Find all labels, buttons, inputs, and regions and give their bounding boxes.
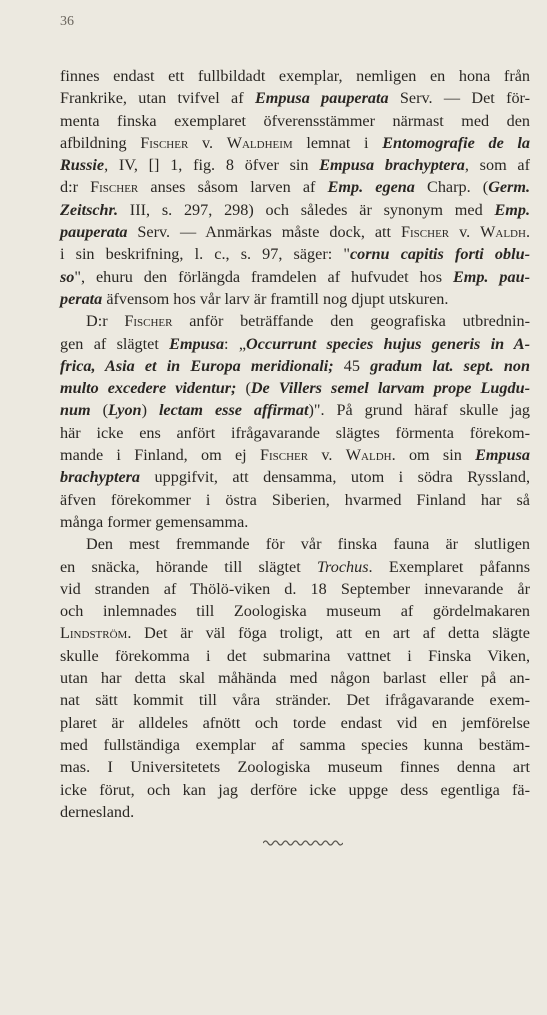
text-line bbox=[60, 399, 530, 421]
text-line bbox=[60, 466, 530, 488]
text-line bbox=[60, 667, 530, 689]
text-segment: Waldheim bbox=[226, 133, 293, 152]
text-segment: i sin beskrifning, l. c., s. 97, säger: " bbox=[60, 245, 350, 264]
text-segment: Entomografie de la bbox=[382, 133, 531, 152]
text-segment: anför beträffande den geografiska utbrednin- bbox=[172, 312, 531, 331]
page-number: 36 bbox=[60, 14, 74, 29]
text-segment: plaret är alldeles afnött och torde endast vid en jemförelse bbox=[60, 713, 530, 732]
text-segment: Lyon bbox=[107, 401, 142, 420]
text-segment: , som af bbox=[464, 156, 530, 175]
text-segment: brachyptera bbox=[60, 468, 141, 487]
text-segment: lemnat i bbox=[292, 133, 383, 152]
text-segment: Waldh. bbox=[345, 446, 396, 465]
text-line bbox=[60, 310, 530, 332]
text-segment: Serv. — Det för- bbox=[388, 89, 531, 108]
text-segment: Germ. bbox=[488, 178, 530, 197]
text-segment: många former gemensamma. bbox=[60, 512, 249, 531]
text-line bbox=[60, 221, 530, 243]
text-segment: num bbox=[60, 401, 91, 420]
text-segment: Fischer bbox=[259, 446, 309, 465]
text-line bbox=[60, 801, 530, 823]
text-line bbox=[60, 533, 530, 555]
text-segment: lectam esse affirmat bbox=[158, 401, 309, 420]
text-segment: Emp. pau- bbox=[452, 267, 530, 286]
text-segment: mande i Finland, om ej bbox=[60, 446, 260, 465]
text-segment: Charp. ( bbox=[414, 178, 489, 197]
text-segment: uppgifvit, att densamma, utom i södra Ryssland, bbox=[140, 468, 530, 487]
text-line bbox=[60, 756, 530, 778]
text-segment: om sin bbox=[395, 446, 476, 465]
text-segment: gen af slägtet bbox=[60, 334, 170, 353]
text-segment: mas. I Universitetets Zoologiska museum finnes denna art bbox=[60, 758, 530, 777]
text-segment: pauperata bbox=[60, 223, 128, 242]
decorative-divider bbox=[263, 839, 343, 847]
text-line bbox=[60, 422, 530, 444]
text-segment: Occurrunt species hujus generis in A- bbox=[246, 334, 530, 353]
text-segment: 45 bbox=[333, 356, 371, 375]
text-segment: Russie bbox=[60, 156, 105, 175]
text-segment: Fischer bbox=[90, 178, 139, 197]
text-line bbox=[60, 377, 530, 399]
text-segment: v. bbox=[188, 133, 227, 152]
text-segment: III, s. 297, 298) och således är synonym med bbox=[118, 200, 495, 219]
text-segment: perata bbox=[60, 289, 103, 308]
text-segment: Trochus bbox=[316, 557, 369, 576]
text-line bbox=[60, 266, 530, 288]
text-line bbox=[60, 689, 530, 711]
text-segment: frica, Asia et in Europa meridionali; bbox=[60, 356, 334, 375]
text-segment: ( bbox=[90, 401, 108, 420]
text-line bbox=[60, 176, 530, 198]
text-segment: Empusa bbox=[169, 334, 225, 353]
text-segment: med fullständiga exemplar af samma species kunna bestäm- bbox=[60, 735, 530, 754]
text-segment: Den mest fremmande för vår finska fauna är slutligen bbox=[86, 535, 530, 554]
text-line bbox=[60, 154, 530, 176]
text-segment: Emp. egena bbox=[327, 178, 415, 197]
text-segment: . Det är väl föga troligt, att en art af detta slägte bbox=[127, 624, 530, 643]
text-segment: . Exemplaret påfanns bbox=[368, 557, 531, 576]
text-segment: , IV, [] 1, fig. 8 öfver sin bbox=[104, 156, 320, 175]
text-line bbox=[60, 132, 530, 154]
text-segment: so bbox=[60, 267, 75, 286]
text-line bbox=[60, 556, 530, 578]
text-segment: afbildning bbox=[60, 133, 141, 152]
text-segment: Emp. bbox=[494, 200, 530, 219]
text-segment: skulle förekomma i det submarina vattnet i Finska Viken, bbox=[60, 646, 530, 665]
text-segment: äfvensom hos vår larv är framtill nog djupt utskuren. bbox=[102, 289, 449, 308]
text-line bbox=[60, 87, 530, 109]
text-segment: Empusa bbox=[475, 446, 530, 465]
text-segment: finnes endast ett fullbildadt exemplar, nemligen en hona från bbox=[60, 67, 530, 85]
text-segment: Fischer bbox=[124, 312, 173, 331]
text-segment: Waldh. bbox=[480, 223, 530, 242]
text-segment: Empusa pauperata bbox=[254, 89, 389, 108]
text-segment: här icke ens anfört ifrågavarande slägtes förmenta förekom- bbox=[60, 423, 530, 442]
text-line bbox=[60, 199, 530, 221]
text-segment: ", ehuru den förlängda framdelen af hufvudet hos bbox=[74, 267, 453, 286]
text-segment: Zeitschr. bbox=[60, 200, 119, 219]
text-line bbox=[60, 489, 530, 511]
body-text bbox=[60, 65, 530, 823]
text-line bbox=[60, 712, 530, 734]
text-line bbox=[60, 110, 530, 132]
text-segment: ) bbox=[141, 401, 159, 420]
text-segment: Lindström bbox=[60, 624, 128, 643]
text-segment: anses såsom larven af bbox=[138, 178, 328, 197]
text-segment: v. bbox=[449, 223, 481, 242]
text-segment: multo excedere videntur; bbox=[60, 379, 237, 398]
text-segment: cornu capitis forti oblu- bbox=[349, 245, 530, 264]
text-segment: : „ bbox=[224, 334, 247, 353]
text-segment: och inlemnades till Zoologiska museum af gördelmakaren bbox=[60, 602, 530, 621]
text-line bbox=[60, 734, 530, 756]
text-line bbox=[60, 645, 530, 667]
text-segment: nat sätt kommit till våra stränder. Det ifrågavarande exem- bbox=[60, 691, 530, 710]
text-line bbox=[60, 511, 530, 533]
text-segment: vid stranden af Thölö-viken d. 18 September innevarande år bbox=[60, 579, 530, 598]
text-segment: ( bbox=[236, 379, 251, 398]
text-line bbox=[60, 333, 530, 355]
text-segment: D:r bbox=[86, 312, 125, 331]
text-segment: menta finska exemplaret öfverensstämmer närmast med den bbox=[60, 111, 530, 130]
text-line bbox=[60, 779, 530, 801]
text-line bbox=[60, 288, 530, 310]
text-line bbox=[60, 622, 530, 644]
text-segment: v. bbox=[308, 446, 346, 465]
text-segment: Fischer bbox=[401, 223, 450, 242]
text-segment: utan har detta skal måhända med någon barlast eller på an- bbox=[60, 669, 530, 688]
text-segment: Empusa brachyptera bbox=[319, 156, 465, 175]
text-line bbox=[60, 600, 530, 622]
text-line bbox=[60, 444, 530, 466]
text-segment: Serv. — Anmärkas måste dock, att bbox=[127, 223, 401, 242]
text-line bbox=[60, 578, 530, 600]
text-segment: icke förut, och kan jag derföre icke uppge dess egentliga fä- bbox=[60, 780, 530, 799]
text-segment: Fischer bbox=[140, 133, 189, 152]
text-line bbox=[60, 355, 530, 377]
text-line bbox=[60, 243, 530, 265]
text-line bbox=[60, 65, 530, 87]
text-segment: en snäcka, hörande till slägtet bbox=[60, 557, 317, 576]
text-segment: De Villers semel larvam prope Lugdu- bbox=[250, 379, 531, 398]
text-segment: Frankrike, utan tvifvel af bbox=[60, 89, 255, 108]
text-segment: d:r bbox=[60, 178, 91, 197]
text-segment: dernesland. bbox=[60, 802, 135, 821]
text-segment: äfven förekommer i östra Siberien, hvarmed Finland har så bbox=[60, 490, 530, 509]
text-segment: gradum lat. sept. non bbox=[370, 356, 531, 375]
text-segment: )". På grund häraf skulle jag bbox=[308, 401, 531, 420]
